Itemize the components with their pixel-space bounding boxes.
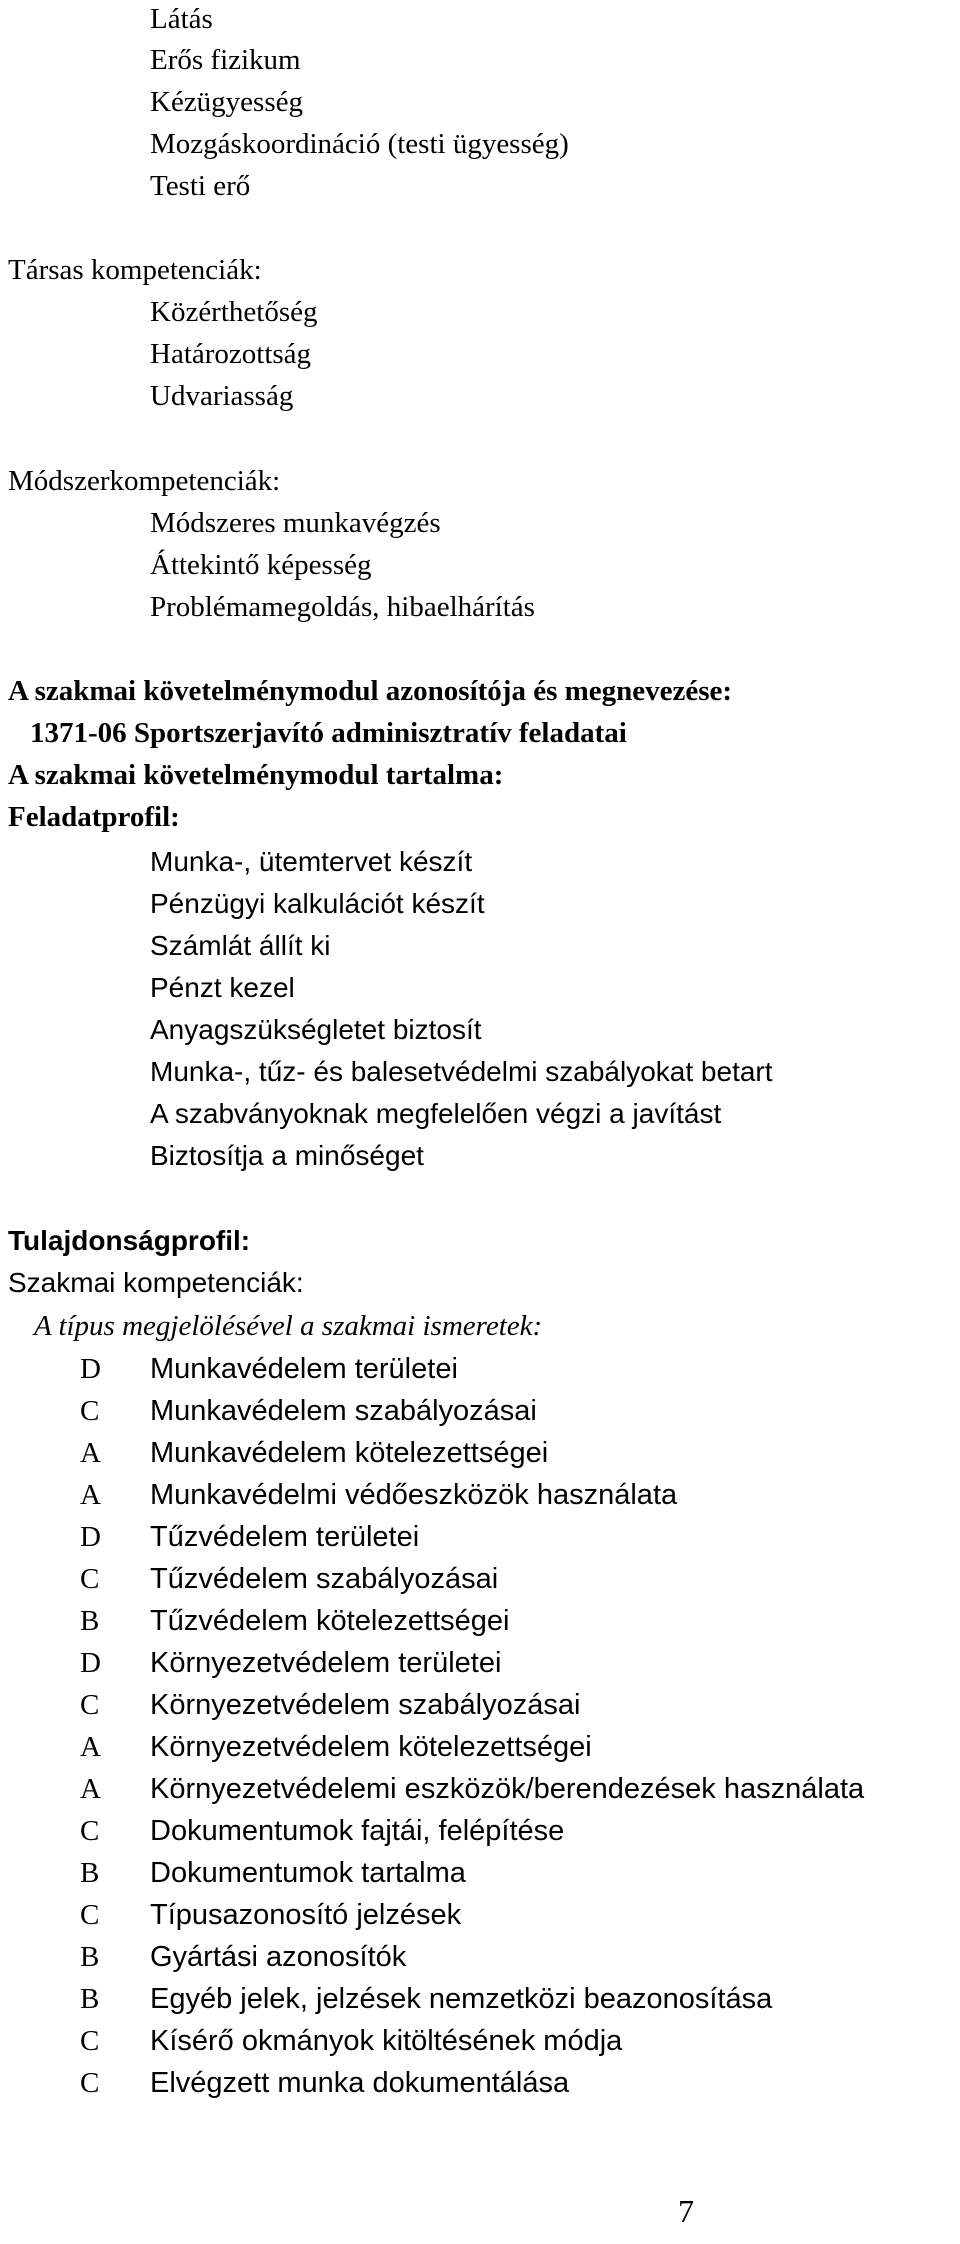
knowledge-item: Kísérő okmányok kitöltésének módja <box>150 2025 623 2057</box>
task-item: Pénzt kezel <box>150 972 295 1003</box>
knowledge-item: Tűzvédelem területei <box>150 1521 420 1553</box>
module-id-heading: A szakmai követelménymodul azonosítója és megnevezése: <box>8 675 733 707</box>
knowledge-item: Környezetvédelem szabályozásai <box>150 1689 581 1721</box>
knowledge-type-letter: A <box>80 1773 101 1805</box>
list-item: Módszeres munkavégzés <box>150 507 441 539</box>
knowledge-type-letter: C <box>80 1899 100 1931</box>
list-item: Erős fizikum <box>150 44 301 76</box>
knowledge-item: Típusazonosító jelzések <box>150 1899 462 1931</box>
professional-competencies-heading: Szakmai kompetenciák: <box>8 1267 304 1298</box>
module-content-heading: A szakmai követelménymodul tartalma: <box>8 759 504 791</box>
knowledge-type-letter: B <box>80 1605 100 1637</box>
knowledge-type-letter: C <box>80 1689 100 1721</box>
list-item: Áttekintő képesség <box>150 549 372 581</box>
page-number: 7 <box>678 2193 694 2229</box>
knowledge-type-letter: C <box>80 1395 100 1427</box>
task-item: Számlát állít ki <box>150 930 331 961</box>
module-id-value: 1371-06 Sportszerjavító adminisztratív feladatai <box>30 717 627 749</box>
task-item: Munka-, tűz- és balesetvédelmi szabályokat betart <box>150 1056 773 1087</box>
list-item: Közérthetőség <box>150 296 318 328</box>
knowledge-item: Környezetvédelemi eszközök/berendezések használata <box>150 1773 865 1805</box>
knowledge-type-letter: D <box>80 1521 101 1553</box>
list-item: Mozgáskoordináció (testi ügyesség) <box>150 128 569 160</box>
knowledge-item: Tűzvédelem szabályozásai <box>150 1563 499 1595</box>
knowledge-type-letter: A <box>80 1731 101 1763</box>
list-item: Problémamegoldás, hibaelhárítás <box>150 591 535 623</box>
list-item: Kézügyesség <box>150 86 304 118</box>
list-item: Határozottság <box>150 338 312 370</box>
knowledge-item: Munkavédelmi védőeszközök használata <box>150 1479 678 1511</box>
knowledge-type-letter: B <box>80 1983 100 2015</box>
list-item: Testi erő <box>150 170 251 202</box>
knowledge-type-letter: C <box>80 2025 100 2057</box>
knowledge-item: Munkavédelem kötelezettségei <box>150 1437 549 1469</box>
knowledge-item: Környezetvédelem kötelezettségei <box>150 1731 592 1763</box>
list-item: Udvariasság <box>150 380 294 412</box>
knowledge-item: Környezetvédelem területei <box>150 1647 502 1679</box>
knowledge-type-letter: D <box>80 1647 101 1679</box>
knowledge-type-letter: B <box>80 1941 100 1973</box>
knowledge-item: Munkavédelem szabályozásai <box>150 1395 537 1427</box>
knowledge-type-letter: C <box>80 1563 100 1595</box>
task-profile-heading: Feladatprofil: <box>8 801 180 833</box>
knowledge-item: Tűzvédelem kötelezettségei <box>150 1605 510 1637</box>
knowledge-item: Dokumentumok tartalma <box>150 1857 466 1889</box>
method-heading: Módszerkompetenciák: <box>8 465 281 497</box>
knowledge-item: Egyéb jelek, jelzések nemzetközi beazonosítása <box>150 1983 773 2015</box>
knowledge-type-letter: D <box>80 1353 101 1385</box>
knowledge-type-letter: A <box>80 1437 101 1469</box>
task-item: Pénzügyi kalkulációt készít <box>150 888 485 919</box>
list-item: Látás <box>150 3 213 35</box>
task-item: Anyagszükségletet biztosít <box>150 1014 482 1045</box>
task-item: Munka-, ütemtervet készít <box>150 846 473 877</box>
knowledge-type-letter: C <box>80 2067 100 2099</box>
knowledge-item: Munkavédelem területei <box>150 1353 458 1385</box>
knowledge-type-letter: B <box>80 1857 100 1889</box>
knowledge-item: Dokumentumok fajtái, felépítése <box>150 1815 565 1847</box>
task-item: Biztosítja a minőséget <box>150 1140 424 1171</box>
knowledge-item: Elvégzett munka dokumentálása <box>150 2067 570 2099</box>
knowledge-type-letter: C <box>80 1815 100 1847</box>
knowledge-type-letter: A <box>80 1479 101 1511</box>
type-knowledge-heading: A típus megjelölésével a szakmai ismeretek: <box>34 1310 543 1342</box>
task-item: A szabványoknak megfelelően végzi a javítást <box>150 1098 722 1129</box>
knowledge-item: Gyártási azonosítók <box>150 1941 407 1973</box>
property-profile-heading: Tulajdonságprofil: <box>8 1225 251 1256</box>
social-heading: Társas kompetenciák: <box>8 254 262 286</box>
